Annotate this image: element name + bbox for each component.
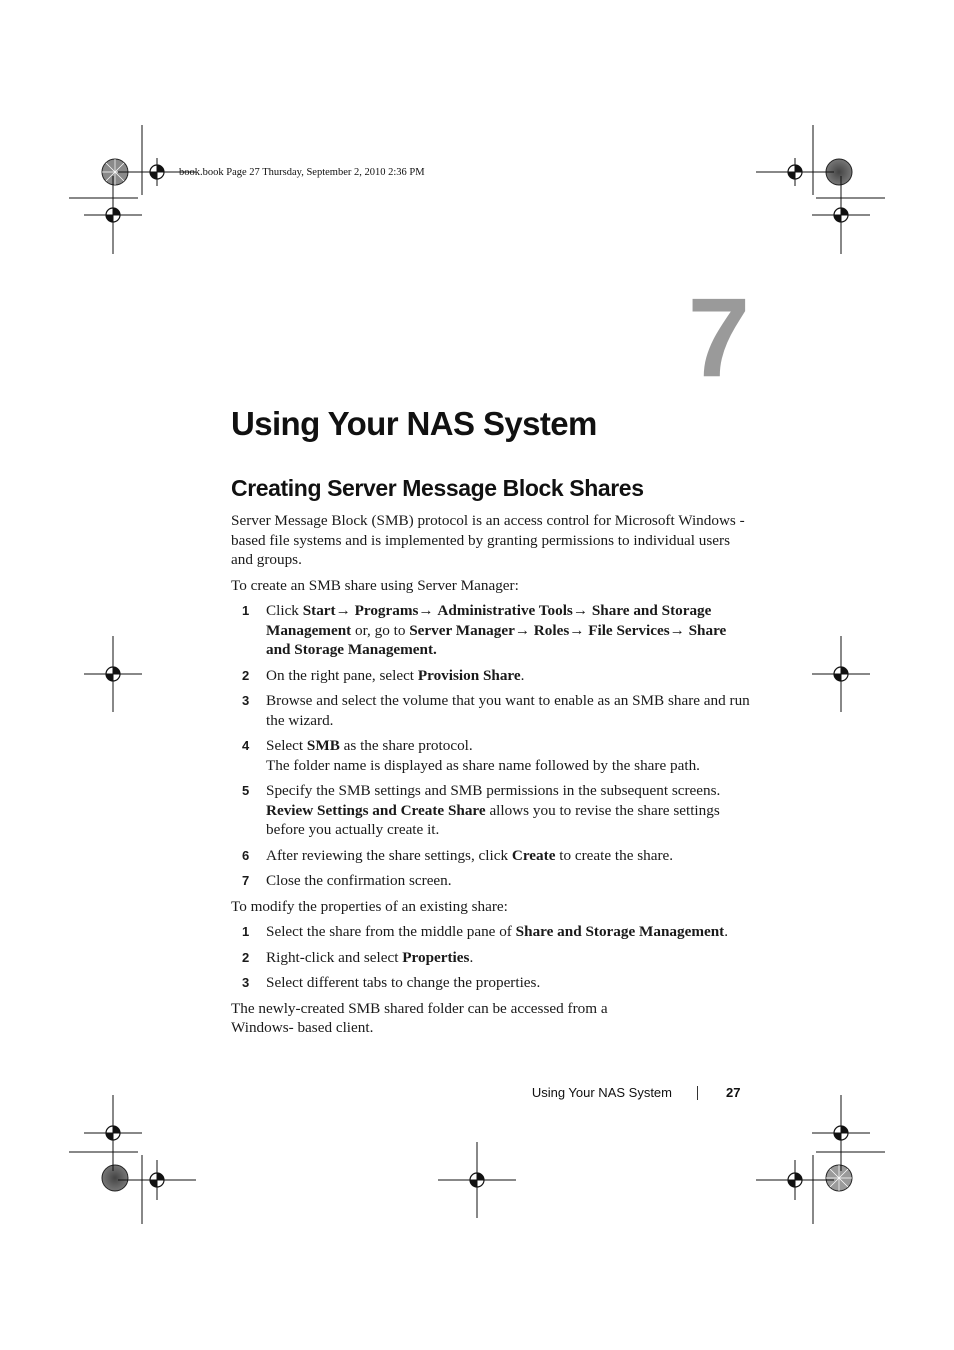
list-item: 3 Browse and select the volume that you want to enable as an SMB share and run the wizard. bbox=[242, 692, 750, 729]
chapter-title: Using Your NAS System bbox=[231, 405, 597, 442]
page-footer bbox=[0, 1083, 954, 1105]
footer-divider bbox=[697, 1086, 698, 1100]
body-content bbox=[231, 511, 751, 1044]
list-item: 1 Select the share from the middle pane of Share and Storage Management. bbox=[242, 923, 729, 940]
list-item: 6 After reviewing the share settings, click Create to create the share. bbox=[242, 846, 674, 864]
list-item: 3 Select different tabs to change the properties. bbox=[242, 974, 541, 991]
create-steps-list bbox=[231, 601, 751, 891]
step-number: 1 bbox=[242, 924, 250, 939]
create-lead: To create an SMB share using Server Manager: bbox=[231, 576, 519, 594]
step-number: 2 bbox=[242, 667, 250, 683]
step-note: The folder name is displayed as share name followed by the share path. bbox=[266, 756, 700, 774]
gray-target-icon bbox=[102, 1165, 128, 1191]
list-item: 1 Click Start→ Programs→ Administrative Tools→ Share and Storage Management or, go to Server Manager→ Roles→ File Services→ Share and Storage Management. bbox=[242, 602, 727, 658]
print-slug: book.book Page 27 Thursday, September 2, 2010 2:36 PM bbox=[179, 167, 425, 178]
step-number: 6 bbox=[242, 847, 250, 863]
chapter-number: 7 bbox=[687, 275, 746, 400]
modify-lead: To modify the properties of an existing share: bbox=[231, 897, 508, 915]
step-number: 3 bbox=[242, 693, 250, 708]
page-number: 27 bbox=[726, 1085, 741, 1100]
step-number: 3 bbox=[242, 975, 250, 990]
list-item: 5 Specify the SMB settings and SMB permissions in the subsequent screens. Review Settings and Create Share allows you to revise the share settings before you actually create it. bbox=[231, 781, 751, 840]
step-note: Review Settings and Create Share allows you to revise the share settings before you actually create it. bbox=[266, 801, 720, 838]
list-item: 7 Close the confirmation screen. bbox=[242, 872, 452, 889]
list-item: 2 Right-click and select Properties. bbox=[242, 948, 474, 966]
step-number: 5 bbox=[242, 783, 250, 798]
modify-steps-list bbox=[231, 922, 751, 993]
closing-paragraph: The newly-created SMB shared folder can be accessed from a Windows- based client. bbox=[231, 999, 608, 1036]
step-number: 1 bbox=[242, 603, 250, 618]
star-target-icon bbox=[826, 1165, 852, 1191]
list-item: 2 On the right pane, select Provision Share. bbox=[242, 666, 525, 684]
step-number: 2 bbox=[242, 949, 250, 965]
list-item: 4 Select SMB as the share protocol. The folder name is displayed as share name followed by the share path. bbox=[231, 736, 751, 775]
footer-chapter-label: Using Your NAS System bbox=[531, 1085, 672, 1100]
intro-paragraph: Server Message Block (SMB) protocol is an access control for Microsoft Windows -based file systems and is implemented by granting permissions to individual users and groups. bbox=[231, 512, 745, 568]
step-number: 7 bbox=[242, 873, 250, 888]
step-number: 4 bbox=[242, 738, 250, 753]
section-title: Creating Server Message Block Shares bbox=[231, 475, 644, 501]
